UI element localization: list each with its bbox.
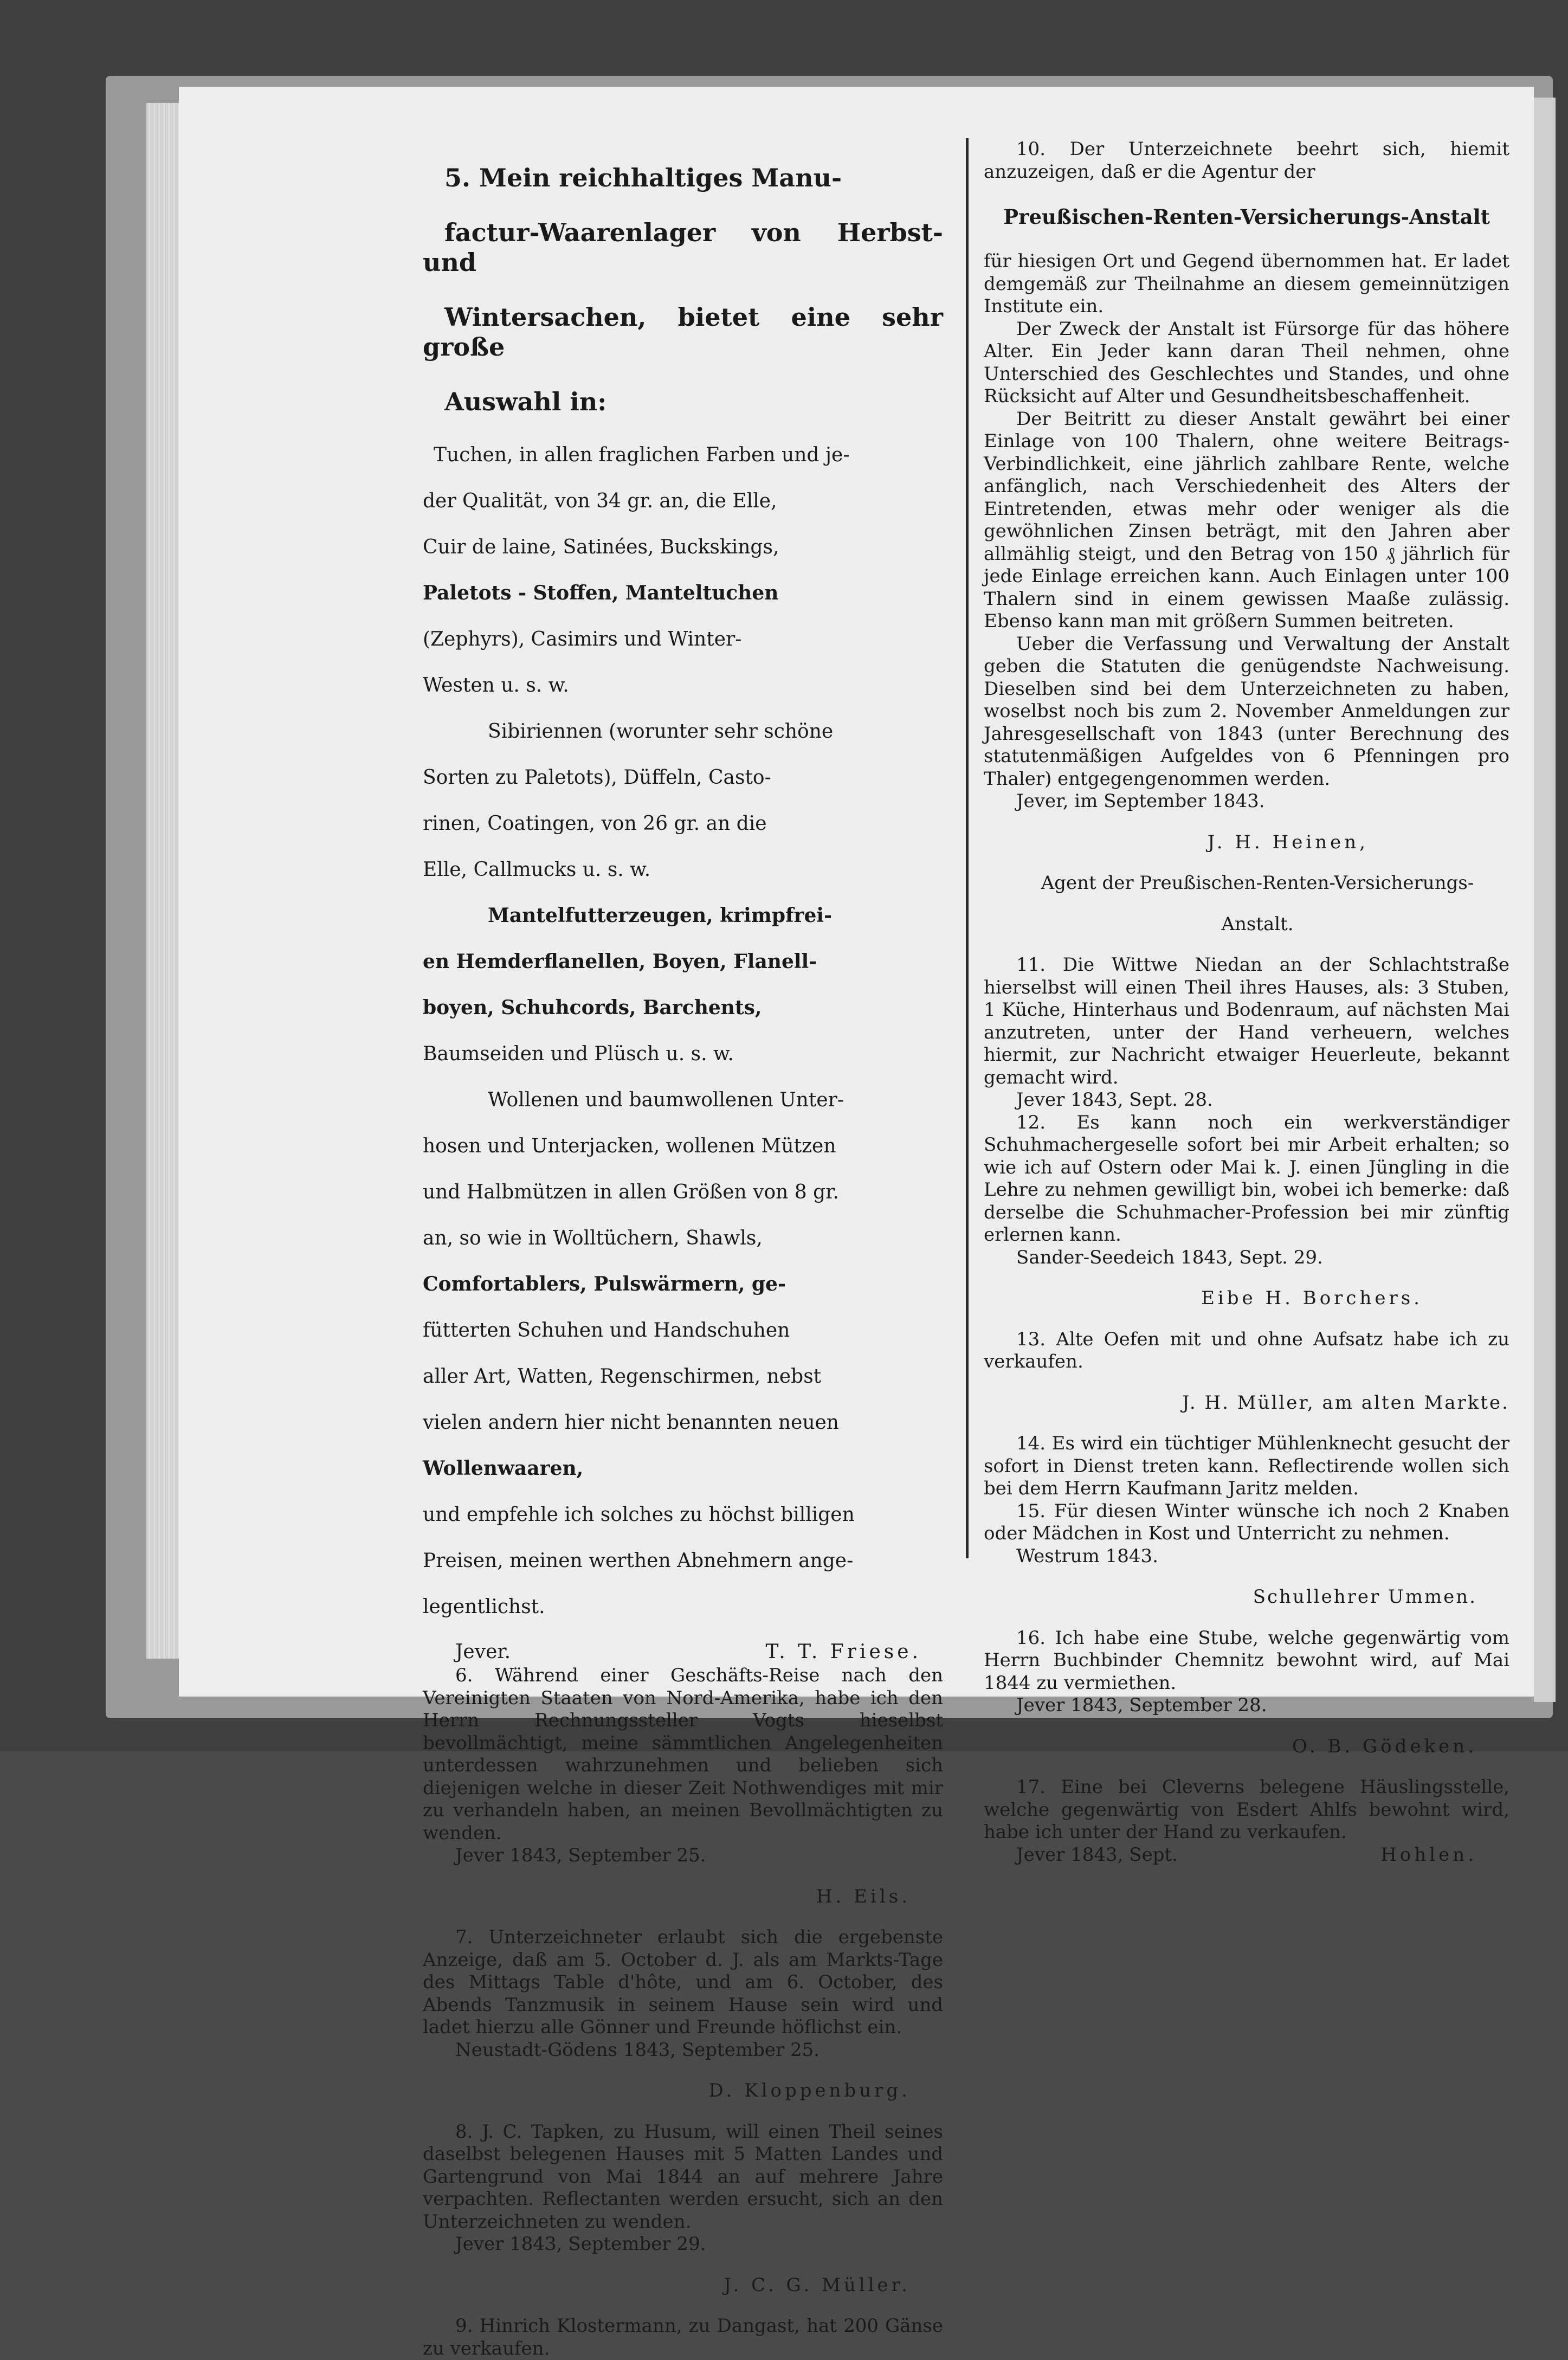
notice-5-line: und empfehle ich solches zu höchst billigen: [423, 1504, 855, 1526]
notice-5-line: Sorten zu Paletots), Düffeln, Casto-: [423, 766, 771, 789]
notice-12: [984, 1112, 1509, 1310]
notice-15-signer: Schullehrer Ummen.: [1253, 1586, 1477, 1608]
notice-10-signer: J. H. Heinen,: [1207, 831, 1369, 853]
notice-5-line: legentlichst.: [423, 1596, 545, 1618]
notice-17-signature-row: [984, 1844, 1509, 1867]
notice-5-line: hosen und Unterjacken, wollenen Mützen: [423, 1135, 836, 1157]
notice-17: [984, 1776, 1509, 1866]
notice-6: [423, 1665, 943, 1908]
notice-13-text: 13. Alte Oefen mit und ohne Aufsatz habe ich zu verkaufen.: [984, 1328, 1509, 1372]
notice-16-text: 16. Ich habe eine Stube, welche gegenwärtig vom Herrn Buchbinder Chemnitz bewohnt wird, auf Mai 1844 zu vermiethen.: [984, 1627, 1509, 1694]
notice-8-date: Jever 1843, September 29.: [455, 2233, 706, 2255]
notice-6-signer: H. Eils.: [816, 1885, 911, 1907]
notice-5-line: Tuchen, in allen fraglichen Farben und je-: [434, 444, 850, 466]
notice-17-signer: Hohlen.: [1380, 1843, 1477, 1866]
notice-5-line: rinen, Coatingen, von 26 gr. an die: [423, 813, 767, 835]
notice-10-company: Preußischen-Renten-Versicherungs-Anstalt: [1003, 205, 1490, 229]
column-divider: [966, 138, 969, 1558]
notice-5: [423, 163, 943, 1665]
notice-13: [984, 1329, 1509, 1415]
notice-5-line: Sibiriennen (worunter sehr schöne: [488, 720, 834, 743]
notice-5-line: Elle, Callmucks u. s. w.: [423, 859, 651, 881]
notice-5-line: Wollenwaaren,: [423, 1457, 584, 1480]
notice-6-text: 6. Während einer Geschäfts-Reise nach den Vereinigten Staaten von Nord-Amerika, habe ich den Herrn Rechnungssteller Vogts hieselbst bevollmächtigt, meine sämmtlichen Angelegenheiten unterdessen wahrzunehmen und belieben sich diejenigen welche in dieser Zeit Nothwendiges mit mir zu verhandeln haben, an meinen Bevollmächtigten zu wenden.: [423, 1665, 943, 1844]
notice-5-line: Wollenen und baumwollenen Unter-: [488, 1089, 844, 1111]
notice-10-role: Anstalt.: [1221, 913, 1294, 935]
notice-5-line: der Qualität, von 34 gr. an, die Elle,: [423, 490, 777, 512]
notice-7-date: Neustadt-Gödens 1843, September 25.: [455, 2039, 820, 2061]
notice-5-heading-line: Wintersachen, bietet eine sehr große: [423, 302, 943, 362]
notice-10-date: Jever, im September 1843.: [1016, 790, 1265, 812]
notice-17-text: 17. Eine bei Cleverns belegene Häuslingsstelle, welche gegenwärtig von Esdert Ahlfs bewohnt wird, habe ich unter der Hand zu verkaufen.: [984, 1776, 1509, 1843]
notice-10: [984, 138, 1509, 936]
notice-8: [423, 2121, 943, 2297]
notice-11-text: 11. Die Wittwe Niedan an der Schlachtstraße hierselbst will einen Theil ihres Hauses, als: 3 Stuben, 1 Küche, Hinterhaus und Bodenraum, auf nächsten Mai anzutreten, unter der Hand verheuern, welches hiermit, zur Nachricht etwaiger Heuerleute, bekannt gemacht wird.: [984, 954, 1509, 1088]
notice-5-place: Jever.: [455, 1641, 511, 1663]
notice-12-text: 12. Es kann noch ein werkverständiger Schuhmachergeselle sofort bei mir Arbeit erhalten; so wie ich auf Ostern oder Mai k. J. einen Jüngling in die Lehre zu nehmen gewilligt bin, wobei ich bemerke: daß derselbe die Schuhmacher-Profession bei mir zünftig erlernen kann.: [984, 1111, 1509, 1246]
notice-10-paragraph: Der Beitritt zu dieser Anstalt gewährt bei einer Einlage von 100 Thalern, ohne weitere Beitrags-Verbindlichkeit, eine jährlich zahlbare Rente, welche anfänglich, nach Verschiedenheit des Alters der Eintretenden, etwas mehr oder weniger als die gewöhnlichen Zinsen beträgt, mit den Jahren aber allmählig steigt, und den Betrag von 150 ₰ jährlich für jede Einlage erreichen kann. Auch Einlagen unter 100 Thalern sind in einem gewissen Maaße zulässig. Ebenso kann man mit größern Summen beitreten.: [984, 408, 1509, 632]
notice-16-date: Jever 1843, September 28.: [1016, 1694, 1267, 1716]
notice-5-line: Preisen, meinen werthen Abnehmern ange-: [423, 1550, 854, 1572]
notice-5-line: Cuir de laine, Satinées, Buckskings,: [423, 536, 779, 558]
notice-10-intro-cont: für hiesigen Ort und Gegend übernommen hat. Er ladet demgemäß zur Theilnahme an diesem gemeinnützigen Institute ein.: [984, 250, 1509, 317]
notice-5-line: en Hemderflanellen, Boyen, Flanell-: [423, 950, 817, 973]
facing-page-edge: [1534, 98, 1556, 1702]
notice-10-intro: 10. Der Unterzeichnete beehrt sich, hiemit anzuzeigen, daß er die Agentur der: [984, 138, 1509, 183]
notice-12-date: Sander-Seedeich 1843, Sept. 29.: [1016, 1246, 1323, 1268]
notice-8-signer: J. C. G. Müller.: [724, 2274, 911, 2296]
notice-6-date: Jever 1843, September 25.: [455, 1845, 706, 1866]
right-column: [984, 138, 1509, 1866]
notice-7: [423, 1926, 943, 2103]
notice-11: [984, 954, 1509, 1112]
notice-5-line: Paletots - Stoffen, Manteltuchen: [423, 582, 779, 604]
notice-5-signature-row: [423, 1640, 943, 1665]
left-column: [423, 138, 943, 2360]
notice-16-signer: O. B. Gödeken.: [1292, 1735, 1477, 1757]
notice-14-text: 14. Es wird ein tüchtiger Mühlenknecht gesucht der sofort in Dienst treten kann. Reflectirende wollen sich bei dem Herrn Kaufmann Jaritz melden.: [984, 1433, 1509, 1499]
notice-15-text: 15. Für diesen Winter wünsche ich noch 2 Knaben oder Mädchen in Kost und Unterricht zu nehmen.: [984, 1500, 1509, 1544]
notice-5-line: und Halbmützen in allen Größen von 8 gr.: [423, 1181, 839, 1203]
notice-5-line: Baumseiden und Plüsch u. s. w.: [423, 1043, 734, 1065]
notice-10-role: Agent der Preußischen-Renten-Versicherungs-: [1041, 872, 1474, 894]
notice-5-heading-line: factur-Waarenlager von Herbst- und: [423, 218, 943, 277]
notice-11-date: Jever 1843, Sept. 28.: [1016, 1089, 1213, 1111]
notice-5-line: aller Art, Watten, Regenschirmen, nebst: [423, 1365, 822, 1388]
notice-5-line: vielen andern hier nicht benannten neuen: [423, 1411, 839, 1434]
notice-5-line: an, so wie in Wolltüchern, Shawls,: [423, 1227, 763, 1249]
notice-16: [984, 1627, 1509, 1758]
notice-5-signer: T. T. Friese.: [765, 1641, 921, 1663]
notice-7-text: 7. Unterzeichneter erlaubt sich die ergebenste Anzeige, daß am 5. October d. J. als am Markts-Tage des Mittags Table d'hôte, und am 6. October, des Abends Tanzmusik in seinem Hause sein wird und ladet hierzu alle Gönner und Freunde höflichst ein.: [423, 1926, 943, 2038]
notice-5-line: Comfortablers, Pulswärmern, ge-: [423, 1273, 786, 1295]
notice-10-paragraph: Der Zweck der Anstalt ist Fürsorge für das höhere Alter. Ein Jeder kann daran Theil nehmen, ohne Unterschied des Geschlechtes und Standes, und ohne Rücksicht auf Alter und Gesundheitsbeschaffenheit.: [984, 318, 1509, 407]
notice-5-heading-line: 5. Mein reichhaltiges Manu-: [444, 163, 842, 192]
notice-9: [423, 2315, 943, 2360]
notice-8-text: 8. J. C. Tapken, zu Husum, will einen Theil seines daselbst belegenen Hauses mit 5 Matten Landes und Gartengrund von Mai 1844 an auf mehrere Jahre verpachten. Reflectanten werden ersucht, sich an den Unterzeichneten zu wenden.: [423, 2120, 943, 2233]
notice-5-line: Mantelfutterzeugen, krimpfrei-: [488, 904, 833, 927]
notice-17-date: Jever 1843, Sept.: [1016, 1843, 1178, 1866]
notice-9-text: 9. Hinrich Klostermann, zu Dangast, hat 200 Gänse zu verkaufen.: [423, 2315, 943, 2359]
notice-15: [984, 1500, 1509, 1609]
notice-5-line: fütterten Schuhen und Handschuhen: [423, 1319, 790, 1342]
notice-5-line: Westen u. s. w.: [423, 674, 569, 697]
notice-14: [984, 1433, 1509, 1500]
notice-15-date: Westrum 1843.: [1016, 1545, 1158, 1567]
notice-5-line: (Zephyrs), Casimirs und Winter-: [423, 628, 742, 650]
notice-5-heading-line: Auswahl in:: [444, 387, 607, 416]
notice-12-signer: Eibe H. Borchers.: [1201, 1287, 1423, 1309]
notice-10-paragraph: Ueber die Verfassung und Verwaltung der Anstalt geben die Statuten die genügendste Nachweisung. Dieselben sind bei dem Unterzeichneten zu haben, woselbst noch bis zum 2. November Anmeldungen zur Jahresgesellschaft von 1843 (unter Berechnung des statutenmäßigen Aufgeldes von 6 Pfenningen pro Thaler) entgegengenommen werden.: [984, 633, 1509, 790]
notice-7-signer: D. Kloppenburg.: [708, 2080, 911, 2101]
notice-13-signer: J. H. Müller, am alten Markte.: [1182, 1391, 1509, 1414]
notice-5-line: boyen, Schuhcords, Barchents,: [423, 996, 762, 1019]
